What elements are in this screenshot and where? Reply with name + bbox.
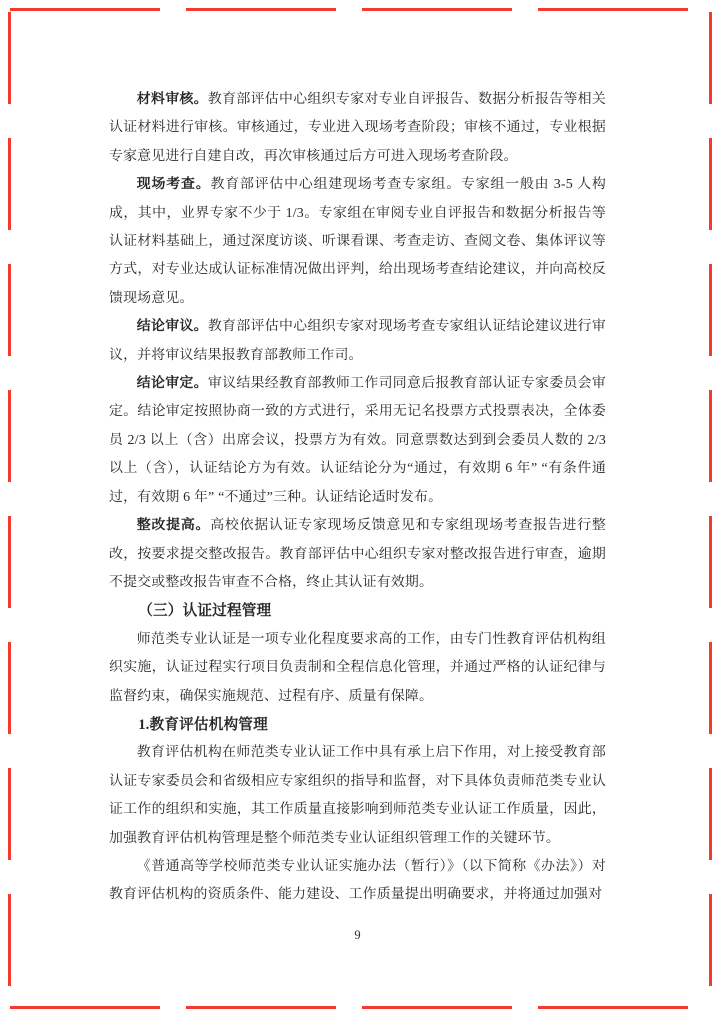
paragraph-lead: 材料审核。 [136, 92, 208, 107]
paragraph: 现场考查。教育部评估中心组建现场考查专家组。专家组一般由 3-5 人构成，其中，业界专家不少于 1/3。专家组在审阅专业自评报告和数据分析报告等认证材料基础上，通过深度访谈、听课看课、考查走访、查阅文卷、集体评议等方式，对专业达成认证标准情况做出评判，给出现场考查结论建议，并向高校反馈现场意见。 [109, 177, 606, 306]
section-heading: 1.教育评估机构管理 [138, 716, 268, 733]
paragraph-lead: 结论审议。 [136, 319, 208, 335]
paragraph: 结论审定。审议结果经教育部教师工作司同意后报教育部认证专家委员会审定。结论审定按照协商一致的方式进行，采用无记名投票方式投票表决，全体委员 2/3 以上（含）出席会议，投票方为有效。同意票数达到到会委员人数的 2/3 以上（含），认证结论方为有效。认证结论分为“通过，有效期 6 年” “有条件通过，有效期 6 年” “不通过”三种。认证结论适时发布。 [109, 376, 606, 505]
page-number: 9 [354, 928, 361, 942]
paragraph-lead: 现场考查。 [136, 177, 211, 193]
paragraph-lead: 结论审定。 [136, 376, 208, 392]
paragraph: 整改提高。高校依据认证专家现场反馈意见和专家组现场考查报告进行整改，按要求提交整改报告。教育部评估中心组织专家对整改报告进行审查，逾期不提交或整改报告审查不合格，终止其认证有效期。 [109, 518, 606, 590]
paragraph: 《普通高等学校师范类专业认证实施办法（暂行）》（以下简称《办法》）对教育评估机构的资质条件、能力建设、工作质量提出明确要求，并将通过加强对 [109, 858, 606, 903]
red-border-left [8, 12, 11, 1006]
red-border-top [10, 8, 710, 11]
text-block [109, 86, 606, 910]
red-border-bottom [10, 1006, 710, 1009]
paragraph: 教育评估机构在师范类专业认证工作中具有承上启下作用，对上接受教育部认证专家委员会和省级相应专家组织的指导和监督，对下具体负责师范类专业认证工作的组织和实施，其工作质量直接影响到师范类专业认证工作质量，因此，加强教育评估机构管理是整个师范类专业认证组织管理工作的关键环节。 [109, 745, 606, 846]
paragraph: 材料审核。教育部评估中心组织专家对专业自评报告、数据分析报告等相关认证材料进行审核。审核通过，专业进入现场考查阶段；审核不通过，专业根据专家意见进行自建自改，再次审核通过后方可进入现场考查阶段。 [109, 92, 606, 164]
red-border-right [709, 12, 712, 1006]
paragraph: 结论审议。教育部评估中心组织专家对现场考查专家组认证结论建议进行审议，并将审议结果报教育部教师工作司。 [109, 319, 606, 363]
section-heading: （三）认证过程管理 [138, 603, 272, 620]
paragraph-lead: 整改提高。 [136, 518, 211, 534]
paragraph: 师范类专业认证是一项专业化程度要求高的工作，由专门性教育评估机构组织实施，认证过程实行项目负责制和全程信息化管理，并通过严格的认证纪律与监督约束，确保实施规范、过程有序、质量有保障。 [109, 631, 606, 704]
